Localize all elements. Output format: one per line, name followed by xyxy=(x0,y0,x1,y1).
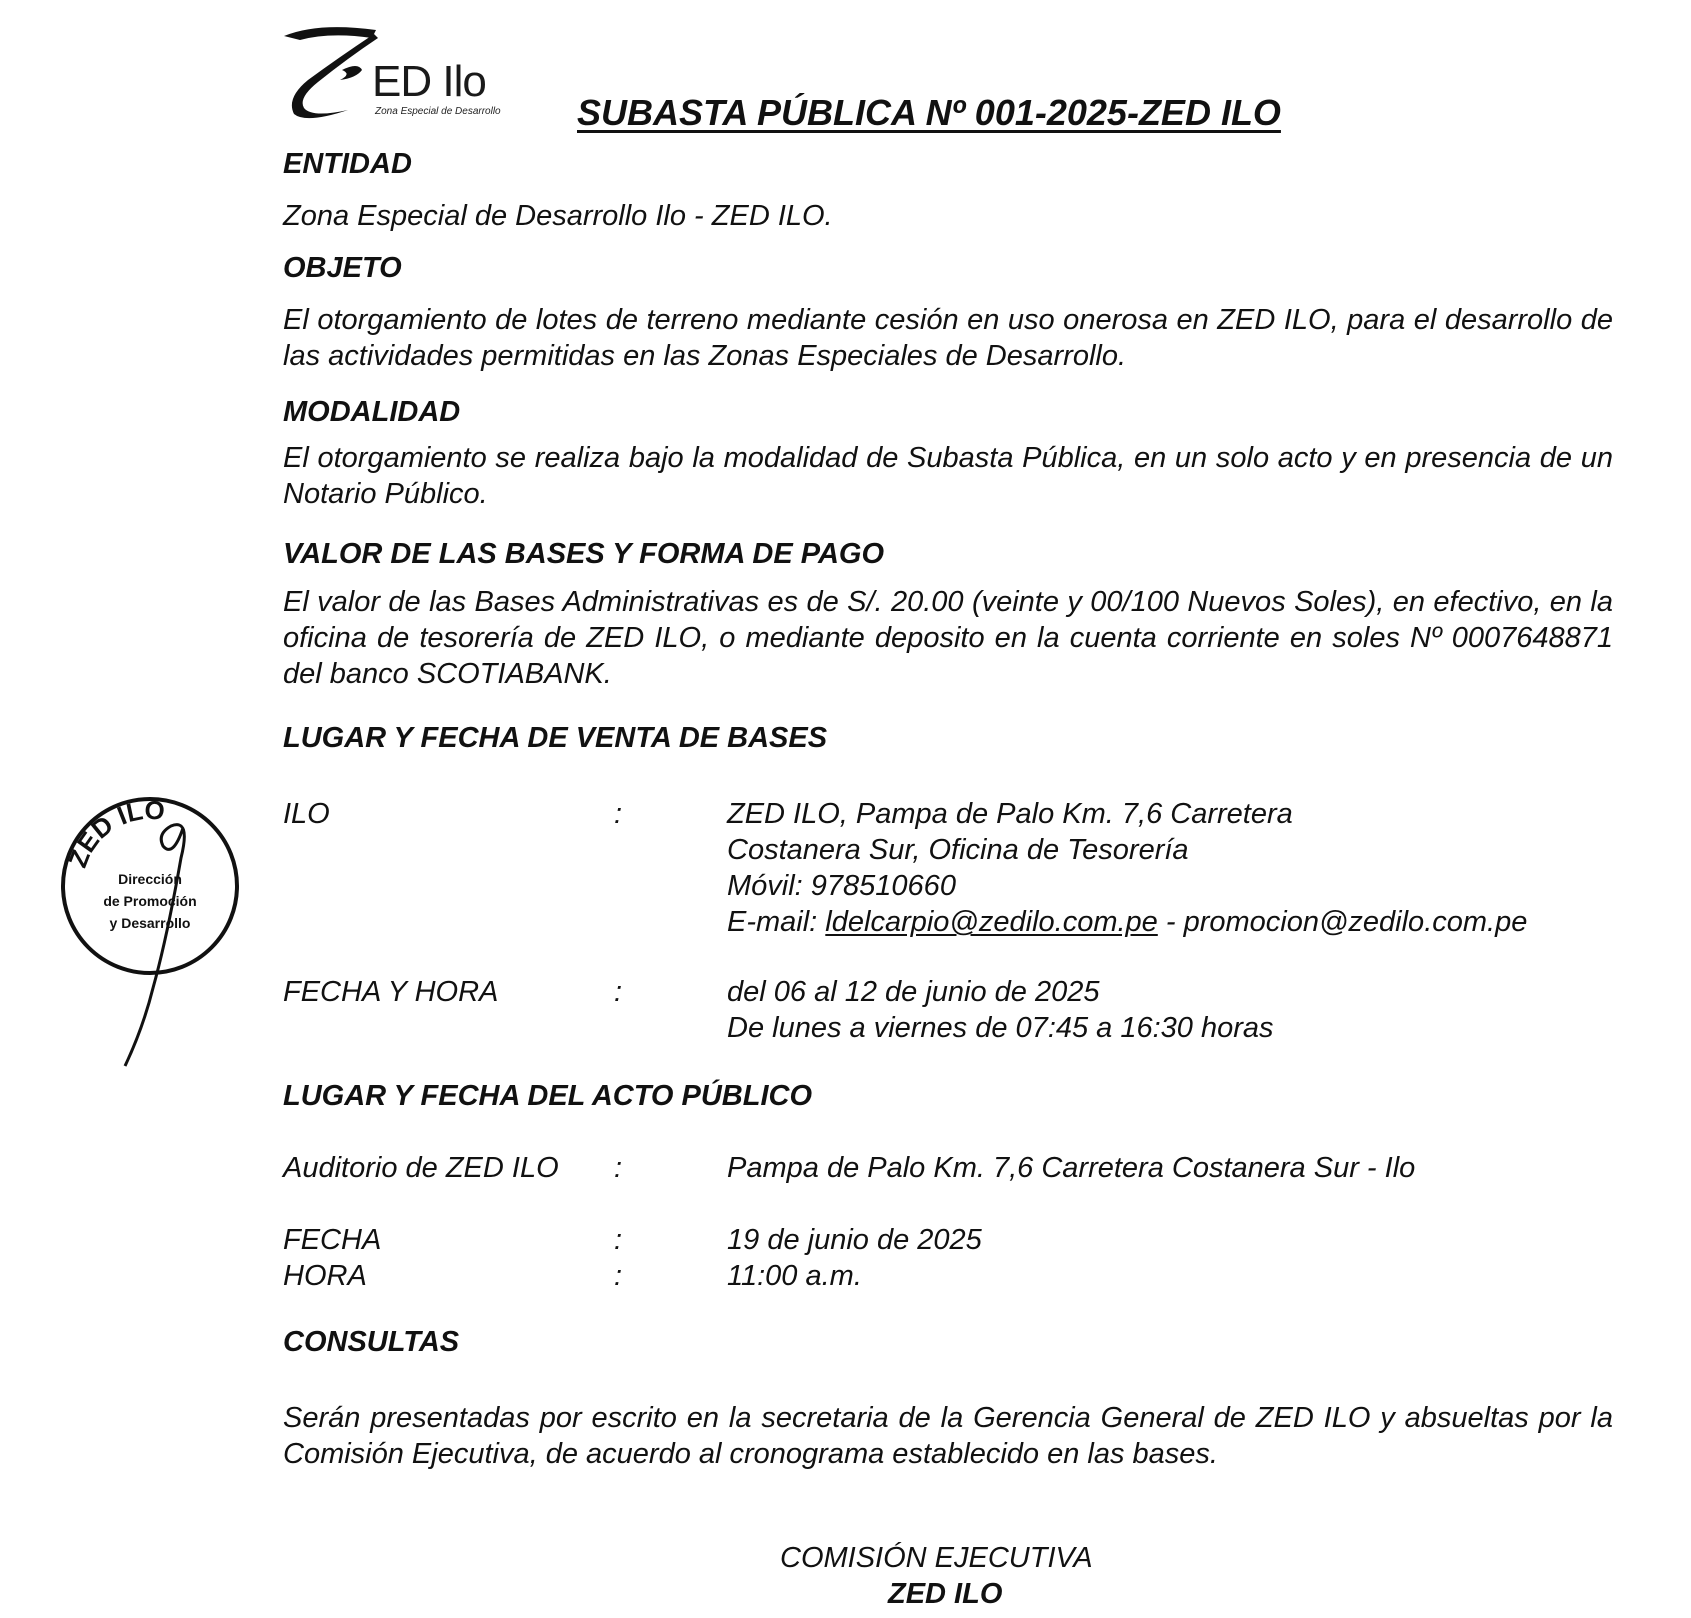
seal-top-text: ZED ILO xyxy=(62,794,166,872)
venta-email-line xyxy=(727,904,1527,940)
acto-hora-value: 11:00 a.m. xyxy=(727,1260,862,1292)
section-text-objeto: El otorgamiento de lotes de terreno mediante cesión en uso onerosa en ZED ILO, para el desarrollo de las actividades permitidas en las Zonas Especiales de Desarrollo. xyxy=(283,304,1613,372)
section-text-valor: El valor de las Bases Administrativas es de S/. 20.00 (veinte y 00/100 Nuevos Soles), en efectivo, en la oficina de tesorería de ZED ILO, o mediante deposito en la cuenta corriente en soles Nº 0007648871 del banco SCOTIABANK. xyxy=(283,586,1613,690)
logo-name: ED Ilo xyxy=(372,57,486,106)
section-heading-venta: LUGAR Y FECHA DE VENTA DE BASES xyxy=(283,722,828,754)
section-text-consultas: Serán presentadas por escrito en la secretaria de la Gerencia General de ZED ILO y absueltas por la Comisión Ejecutiva, de acuerdo al cronograma establecido en las bases. xyxy=(283,1402,1613,1470)
section-heading-consultas: CONSULTAS xyxy=(283,1326,460,1358)
venta-ilo-label: ILO xyxy=(283,798,330,830)
venta-fecha-line2: De lunes a viernes de 07:45 a 16:30 horas xyxy=(727,1012,1274,1044)
logo-tagline: Zona Especial de Desarrollo xyxy=(375,106,501,117)
section-heading-modalidad: MODALIDAD xyxy=(283,396,461,428)
venta-fecha-colon: : xyxy=(614,976,623,1008)
signature-stroke xyxy=(125,825,184,1066)
acto-auditorio-label: Auditorio de ZED ILO xyxy=(283,1152,559,1184)
venta-ilo-line3: Móvil: 978510660 xyxy=(727,870,956,902)
venta-ilo-line1: ZED ILO, Pampa de Palo Km. 7,6 Carretera xyxy=(727,798,1293,830)
email-link-1[interactable]: ldelcarpio@zedilo.com.pe xyxy=(825,906,1158,938)
zed-ilo-logo xyxy=(278,18,538,123)
venta-fecha-line1: del 06 al 12 de junio de 2025 xyxy=(727,976,1100,1008)
venta-ilo-line2: Costanera Sur, Oficina de Tesorería xyxy=(727,834,1189,866)
email-separator: - xyxy=(1157,906,1184,938)
seal-line1: Dirección xyxy=(118,871,182,887)
page-title: SUBASTA PÚBLICA Nº 001-2025-ZED ILO xyxy=(577,92,1281,133)
seal-line3: y Desarrollo xyxy=(109,915,191,931)
acto-fecha-label: FECHA xyxy=(283,1224,382,1256)
section-text-modalidad: El otorgamiento se realiza bajo la modalidad de Subasta Pública, en un solo acto y en presencia de un Notario Público. xyxy=(283,442,1613,510)
acto-auditorio-colon: : xyxy=(614,1152,623,1184)
email-prefix: E-mail: xyxy=(727,906,826,938)
email-link-2[interactable]: promocion@zedilo.com.pe xyxy=(1183,906,1528,938)
section-heading-entidad: ENTIDAD xyxy=(283,148,412,180)
official-seal xyxy=(55,788,255,1078)
section-heading-objeto: OBJETO xyxy=(283,252,402,284)
signature-line2: ZED ILO xyxy=(888,1578,1003,1610)
section-heading-valor: VALOR DE LAS BASES Y FORMA DE PAGO xyxy=(283,538,885,570)
section-heading-acto: LUGAR Y FECHA DEL ACTO PÚBLICO xyxy=(283,1080,813,1112)
acto-auditorio-value: Pampa de Palo Km. 7,6 Carretera Costanera Sur - Ilo xyxy=(727,1152,1416,1184)
venta-fecha-label: FECHA Y HORA xyxy=(283,976,499,1008)
signature-line1: COMISIÓN EJECUTIVA xyxy=(780,1542,1093,1574)
acto-hora-label: HORA xyxy=(283,1260,367,1292)
acto-fecha-colon: : xyxy=(614,1224,623,1256)
acto-fecha-value: 19 de junio de 2025 xyxy=(727,1224,982,1256)
venta-ilo-colon: : xyxy=(614,798,623,830)
acto-hora-colon: : xyxy=(614,1260,623,1292)
seal-line2: de Promoción xyxy=(103,893,197,909)
section-text-entidad: Zona Especial de Desarrollo Ilo - ZED ILO. xyxy=(283,200,833,232)
